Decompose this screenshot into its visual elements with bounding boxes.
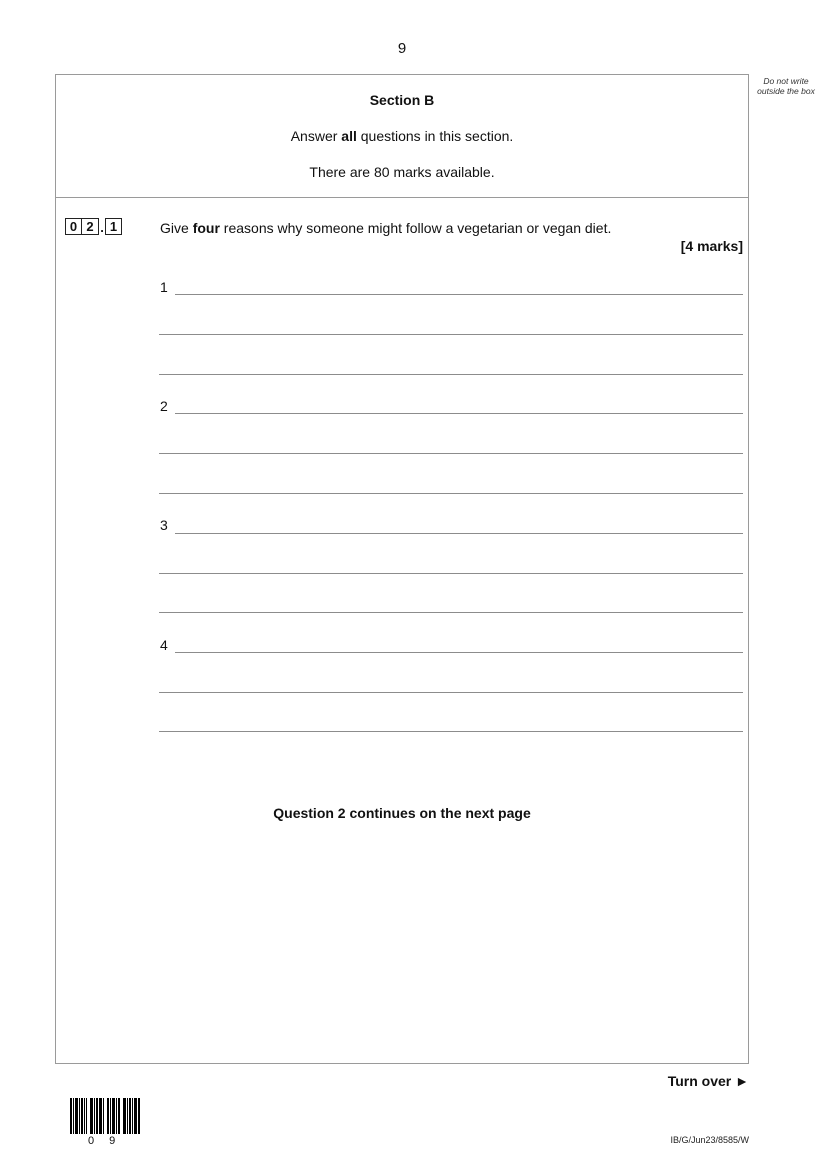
question-part-digit: 1 xyxy=(105,218,122,235)
marks-available: There are 80 marks available. xyxy=(309,164,495,180)
question-number-digit: 0 xyxy=(65,218,82,235)
section-instruction xyxy=(0,128,804,144)
page-number: 9 xyxy=(397,40,407,57)
question-text-part: Give xyxy=(160,220,193,236)
answer-line-3c[interactable] xyxy=(159,612,743,613)
barcode-number: 0 9 xyxy=(88,1135,122,1147)
answer-line-1b[interactable] xyxy=(159,334,743,335)
answer-line-2c[interactable] xyxy=(159,493,743,494)
question-text xyxy=(160,220,611,236)
answer-line-4c[interactable] xyxy=(159,731,743,732)
barcode-icon xyxy=(70,1098,146,1134)
answer-number: 1 xyxy=(160,279,168,295)
section-title: Section B xyxy=(369,92,435,108)
question-text-emphasis: four xyxy=(192,220,220,236)
instruction-emphasis: all xyxy=(341,128,357,144)
answer-line-4b[interactable] xyxy=(159,692,743,693)
answer-line-2a[interactable] xyxy=(175,413,743,414)
answer-number: 3 xyxy=(160,517,168,533)
turn-over-label: Turn over ► xyxy=(667,1073,749,1089)
margin-note: Do not write outside the box xyxy=(757,76,815,96)
marks-label: [4 marks] xyxy=(680,238,743,254)
answer-line-1c[interactable] xyxy=(159,374,743,375)
instruction-text: Answer xyxy=(290,128,342,144)
answer-number: 2 xyxy=(160,398,168,414)
answer-line-1a[interactable] xyxy=(175,294,743,295)
answer-line-3a[interactable] xyxy=(175,533,743,534)
paper-reference: IB/G/Jun23/8585/W xyxy=(670,1135,749,1145)
answer-line-4a[interactable] xyxy=(175,652,743,653)
answer-line-3b[interactable] xyxy=(159,573,743,574)
answer-number: 4 xyxy=(160,637,168,653)
question-number xyxy=(65,218,122,235)
instruction-text: questions in this section. xyxy=(356,128,514,144)
continue-note: Question 2 continues on the next page xyxy=(273,805,531,821)
answer-line-2b[interactable] xyxy=(159,453,743,454)
question-text-part: reasons why someone might follow a vegetarian or vegan diet. xyxy=(219,220,612,236)
question-number-digit: 2 xyxy=(82,218,99,235)
question-number-separator: . xyxy=(100,220,104,235)
